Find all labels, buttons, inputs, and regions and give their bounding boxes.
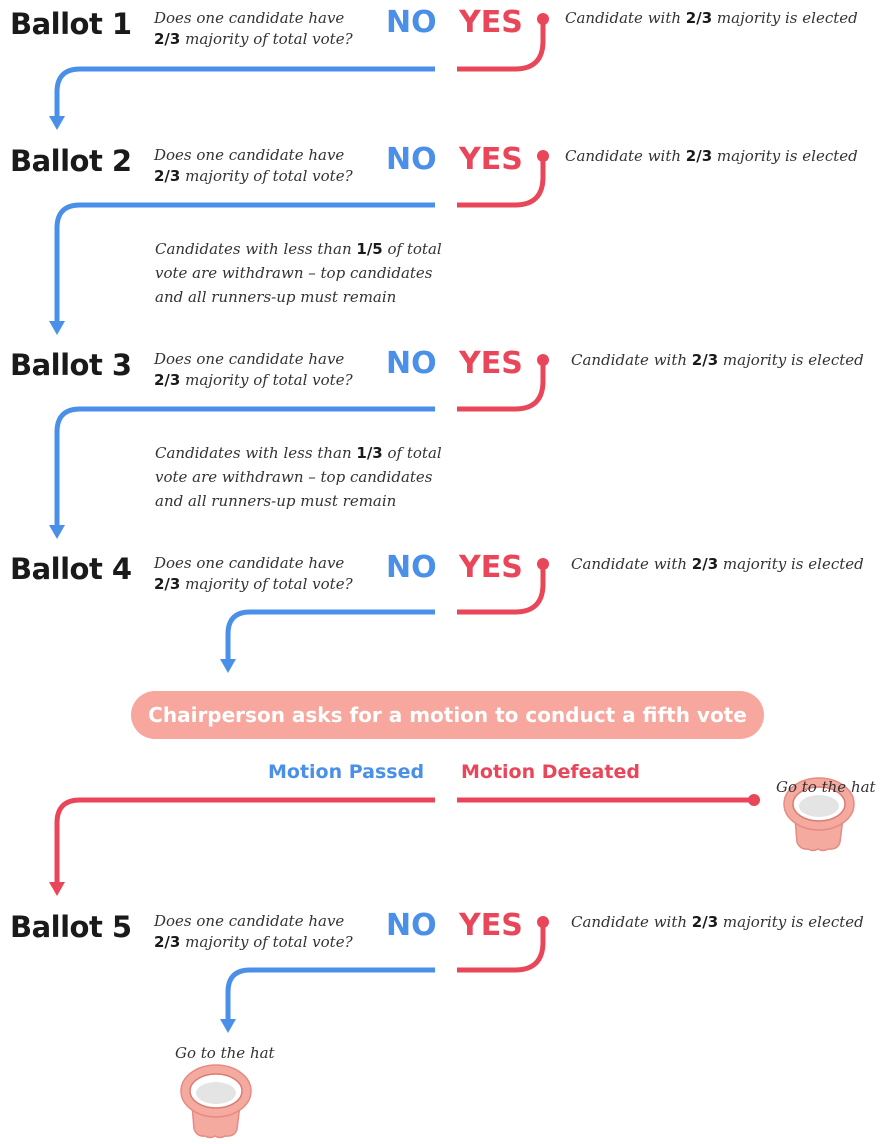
hat-icon bbox=[181, 1065, 251, 1138]
motion-passed-label: Motion Passed bbox=[268, 761, 425, 783]
no-label-3: NO bbox=[386, 346, 437, 381]
no-arrow-4 bbox=[220, 659, 236, 673]
go-to-hat-label-2: Go to the hat bbox=[175, 1044, 275, 1062]
yes-label-1: YES bbox=[459, 5, 523, 40]
yes-label-3: YES bbox=[459, 346, 523, 381]
no-arrow-2 bbox=[49, 321, 65, 335]
ballot-4-label: Ballot 4 bbox=[10, 552, 132, 586]
yes-label-4: YES bbox=[459, 550, 523, 585]
yes-dot-2 bbox=[537, 150, 549, 162]
withdrawal-note-2: Candidates with less than 1/3 of total vote are withdrawn – top candidates and all runners-up must remain bbox=[155, 444, 442, 510]
yes-label-5: YES bbox=[459, 908, 523, 943]
no-arrow-5 bbox=[220, 1019, 236, 1033]
ballot-3-elected: Candidate with 2/3 majority is elected bbox=[571, 351, 864, 369]
no-arrow-1 bbox=[49, 116, 65, 130]
no-connector-4 bbox=[228, 612, 435, 661]
ballot-2-elected: Candidate with 2/3 majority is elected bbox=[565, 147, 858, 165]
chairperson-motion-box bbox=[131, 691, 764, 739]
withdrawal-note-1: Candidates with less than 1/5 of total vote are withdrawn – top candidates and all runners-up must remain bbox=[155, 240, 442, 306]
no-label-2: NO bbox=[386, 142, 437, 177]
motion-defeated-label: Motion Defeated bbox=[461, 761, 640, 783]
no-connector-5 bbox=[228, 970, 435, 1021]
motion-defeated-dot bbox=[748, 794, 760, 806]
ballot-1-question: Does one candidate have 2/3 majority of total vote? bbox=[154, 9, 353, 48]
yes-label-2: YES bbox=[459, 142, 523, 177]
ballot-3-label: Ballot 3 bbox=[10, 348, 132, 382]
ballot-2-label: Ballot 2 bbox=[10, 144, 132, 178]
no-label-1: NO bbox=[386, 5, 437, 40]
ballot-3-question: Does one candidate have 2/3 majority of total vote? bbox=[154, 350, 353, 389]
yes-dot-1 bbox=[537, 13, 549, 25]
chairperson-motion-text: Chairperson asks for a motion to conduct a fifth vote bbox=[148, 703, 747, 727]
no-label-5: NO bbox=[386, 908, 437, 943]
ballot-4-question: Does one candidate have 2/3 majority of total vote? bbox=[154, 554, 353, 593]
ballot-2-question: Does one candidate have 2/3 majority of total vote? bbox=[154, 146, 353, 185]
ballot-1-label: Ballot 1 bbox=[10, 7, 132, 41]
ballot-5-elected: Candidate with 2/3 majority is elected bbox=[571, 913, 864, 931]
ballot-4-elected: Candidate with 2/3 majority is elected bbox=[571, 555, 864, 573]
ballot-5-label: Ballot 5 bbox=[10, 910, 132, 944]
no-arrow-3 bbox=[49, 525, 65, 539]
ballot-5-question: Does one candidate have 2/3 majority of total vote? bbox=[154, 912, 353, 951]
ballot-1-elected: Candidate with 2/3 majority is elected bbox=[565, 9, 858, 27]
yes-dot-5 bbox=[537, 916, 549, 928]
go-to-hat-label-1: Go to the hat bbox=[776, 778, 876, 796]
no-label-4: NO bbox=[386, 550, 437, 585]
yes-dot-3 bbox=[537, 354, 549, 366]
no-connector-1 bbox=[57, 69, 435, 118]
yes-dot-4 bbox=[537, 558, 549, 570]
motion-passed-arrow bbox=[49, 882, 65, 896]
motion-passed-connector bbox=[57, 800, 435, 884]
